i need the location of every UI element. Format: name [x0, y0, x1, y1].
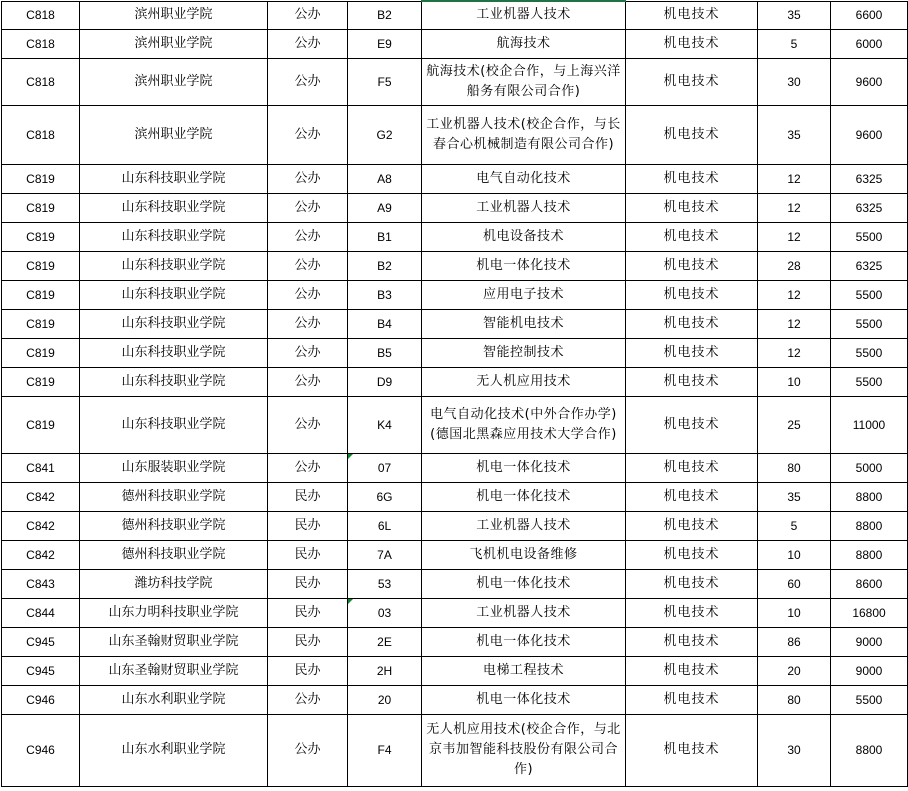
table-row [2, 1, 908, 29]
plan-count-cell[interactable]: 35 [758, 482, 831, 511]
plan-count-cell[interactable]: 10 [758, 598, 831, 627]
school-code-cell[interactable]: C818 [2, 1, 80, 29]
category-cell[interactable]: 机电技术 [626, 511, 758, 540]
school-type-cell[interactable]: 民办 [268, 627, 348, 656]
school-type-cell[interactable]: 民办 [268, 569, 348, 598]
plan-count-cell[interactable]: 10 [758, 367, 831, 396]
major-code-cell[interactable]: G2 [348, 105, 422, 164]
school-name-cell[interactable]: 山东科技职业学院 [80, 396, 268, 453]
table-row [2, 482, 908, 511]
tuition-fee-cell[interactable]: 8800 [831, 511, 908, 540]
tuition-fee-cell[interactable]: 9000 [831, 627, 908, 656]
tuition-fee-cell[interactable]: 8600 [831, 569, 908, 598]
table-row [2, 105, 908, 164]
plan-count-cell[interactable]: 80 [758, 685, 831, 714]
tuition-fee-cell[interactable]: 6600 [831, 1, 908, 29]
major-name-cell[interactable]: 机电一体化技术 [422, 685, 626, 714]
category-cell[interactable]: 机电技术 [626, 453, 758, 482]
table-body [2, 1, 908, 786]
school-name-cell[interactable]: 滨州职业学院 [80, 29, 268, 58]
tuition-fee-cell[interactable]: 9600 [831, 105, 908, 164]
table-row [2, 396, 908, 453]
table-row [2, 251, 908, 280]
school-name-cell[interactable]: 滨州职业学院 [80, 58, 268, 105]
school-type-cell[interactable]: 民办 [268, 598, 348, 627]
school-name-cell[interactable]: 山东圣翰财贸职业学院 [80, 627, 268, 656]
plan-count-cell[interactable]: 12 [758, 164, 831, 193]
school-code-cell[interactable]: C818 [2, 29, 80, 58]
plan-count-cell[interactable]: 20 [758, 656, 831, 685]
school-name-cell[interactable]: 山东科技职业学院 [80, 280, 268, 309]
category-cell[interactable]: 机电技术 [626, 598, 758, 627]
plan-count-cell[interactable]: 35 [758, 1, 831, 29]
plan-count-cell[interactable]: 12 [758, 222, 831, 251]
school-code-cell[interactable]: C819 [2, 338, 80, 367]
tuition-fee-cell[interactable]: 6000 [831, 29, 908, 58]
plan-count-cell[interactable]: 12 [758, 309, 831, 338]
major-name-cell[interactable]: 飞机机电设备维修 [422, 540, 626, 569]
plan-count-cell[interactable]: 25 [758, 396, 831, 453]
school-code-cell[interactable]: C841 [2, 453, 80, 482]
category-cell[interactable]: 机电技术 [626, 280, 758, 309]
plan-count-cell[interactable]: 28 [758, 251, 831, 280]
school-type-cell[interactable]: 公办 [268, 685, 348, 714]
major-name-cell[interactable]: 电梯工程技术 [422, 656, 626, 685]
category-cell[interactable]: 机电技术 [626, 540, 758, 569]
table-row [2, 598, 908, 627]
school-type-cell[interactable]: 民办 [268, 656, 348, 685]
school-code-cell[interactable]: C842 [2, 482, 80, 511]
plan-count-cell[interactable]: 30 [758, 58, 831, 105]
school-code-cell[interactable]: C819 [2, 367, 80, 396]
plan-count-cell[interactable]: 35 [758, 105, 831, 164]
tuition-fee-cell[interactable]: 8800 [831, 540, 908, 569]
table-row [2, 511, 908, 540]
table-row [2, 714, 908, 786]
category-cell[interactable]: 机电技术 [626, 309, 758, 338]
tuition-fee-cell[interactable]: 5500 [831, 338, 908, 367]
major-name-cell[interactable]: 航海技术 [422, 29, 626, 58]
school-code-cell[interactable]: C842 [2, 511, 80, 540]
major-code-cell[interactable]: 07 [348, 453, 422, 482]
major-name-cell[interactable]: 机电设备技术 [422, 222, 626, 251]
tuition-fee-cell[interactable]: 5500 [831, 280, 908, 309]
school-type-cell[interactable]: 公办 [268, 164, 348, 193]
tuition-fee-cell[interactable]: 6325 [831, 193, 908, 222]
school-name-cell[interactable]: 山东科技职业学院 [80, 367, 268, 396]
school-code-cell[interactable]: C819 [2, 396, 80, 453]
tuition-fee-cell[interactable]: 8800 [831, 482, 908, 511]
school-code-cell[interactable]: C819 [2, 309, 80, 338]
category-cell[interactable]: 机电技术 [626, 1, 758, 29]
school-type-cell[interactable]: 民办 [268, 482, 348, 511]
table-row [2, 656, 908, 685]
major-code-cell[interactable]: B4 [348, 309, 422, 338]
school-code-cell[interactable]: C818 [2, 58, 80, 105]
table-row [2, 280, 908, 309]
major-code-cell[interactable]: K4 [348, 396, 422, 453]
category-cell[interactable]: 机电技术 [626, 656, 758, 685]
school-type-cell[interactable]: 公办 [268, 1, 348, 29]
major-name-cell[interactable]: 电气自动化技术 [422, 164, 626, 193]
major-code-cell[interactable]: 53 [348, 569, 422, 598]
table-row [2, 309, 908, 338]
school-name-cell[interactable]: 山东圣翰财贸职业学院 [80, 656, 268, 685]
tuition-fee-cell[interactable]: 6325 [831, 164, 908, 193]
major-code-cell[interactable]: B3 [348, 280, 422, 309]
major-name-cell[interactable]: 机电一体化技术 [422, 627, 626, 656]
tuition-fee-cell[interactable]: 8800 [831, 714, 908, 786]
major-code-cell[interactable]: F5 [348, 58, 422, 105]
major-code-cell[interactable]: F4 [348, 714, 422, 786]
school-code-cell[interactable]: C819 [2, 164, 80, 193]
plan-count-cell[interactable]: 86 [758, 627, 831, 656]
major-code-cell[interactable]: B2 [348, 251, 422, 280]
table-row [2, 627, 908, 656]
school-name-cell[interactable]: 山东科技职业学院 [80, 309, 268, 338]
major-name-cell[interactable]: 应用电子技术 [422, 280, 626, 309]
plan-count-cell[interactable]: 12 [758, 338, 831, 367]
school-name-cell[interactable]: 德州科技职业学院 [80, 540, 268, 569]
school-name-cell[interactable]: 山东水利职业学院 [80, 714, 268, 786]
major-name-cell[interactable]: 工业机器人技术 [422, 598, 626, 627]
tuition-fee-cell[interactable]: 5500 [831, 309, 908, 338]
major-code-cell[interactable]: A8 [348, 164, 422, 193]
table-row [2, 569, 908, 598]
major-name-cell[interactable]: 智能控制技术 [422, 338, 626, 367]
major-name-cell[interactable]: 机电一体化技术 [422, 482, 626, 511]
plan-count-cell[interactable]: 30 [758, 714, 831, 786]
major-code-cell[interactable]: D9 [348, 367, 422, 396]
tuition-fee-cell[interactable]: 6325 [831, 251, 908, 280]
school-type-cell[interactable]: 公办 [268, 338, 348, 367]
major-code-cell[interactable]: 7A [348, 540, 422, 569]
category-cell[interactable]: 机电技术 [626, 367, 758, 396]
school-type-cell[interactable]: 公办 [268, 453, 348, 482]
major-name-cell[interactable]: 机电一体化技术 [422, 251, 626, 280]
school-name-cell[interactable]: 滨州职业学院 [80, 105, 268, 164]
school-code-cell[interactable]: C844 [2, 598, 80, 627]
category-cell[interactable]: 机电技术 [626, 627, 758, 656]
school-code-cell[interactable]: C818 [2, 105, 80, 164]
school-type-cell[interactable]: 公办 [268, 105, 348, 164]
school-name-cell[interactable]: 德州科技职业学院 [80, 511, 268, 540]
table-row [2, 164, 908, 193]
major-name-cell[interactable]: 工业机器人技术 [422, 193, 626, 222]
major-name-cell[interactable]: 航海技术(校企合作，与上海兴洋船务有限公司合作) [422, 58, 626, 105]
tuition-fee-cell[interactable]: 5500 [831, 367, 908, 396]
school-name-cell[interactable]: 山东科技职业学院 [80, 222, 268, 251]
school-type-cell[interactable]: 公办 [268, 58, 348, 105]
major-name-cell[interactable]: 机电一体化技术 [422, 453, 626, 482]
table-row [2, 338, 908, 367]
plan-count-cell[interactable]: 12 [758, 280, 831, 309]
school-name-cell[interactable]: 山东科技职业学院 [80, 251, 268, 280]
category-cell[interactable]: 机电技术 [626, 569, 758, 598]
school-code-cell[interactable]: C842 [2, 540, 80, 569]
school-type-cell[interactable]: 民办 [268, 540, 348, 569]
category-cell[interactable]: 机电技术 [626, 251, 758, 280]
category-cell[interactable]: 机电技术 [626, 58, 758, 105]
major-code-cell[interactable]: 20 [348, 685, 422, 714]
school-type-cell[interactable]: 公办 [268, 280, 348, 309]
plan-count-cell[interactable]: 80 [758, 453, 831, 482]
plan-count-cell[interactable]: 5 [758, 29, 831, 58]
table-row [2, 58, 908, 105]
plan-count-cell[interactable]: 10 [758, 540, 831, 569]
category-cell[interactable]: 机电技术 [626, 685, 758, 714]
admissions-table [1, 0, 908, 787]
category-cell[interactable]: 机电技术 [626, 222, 758, 251]
category-cell[interactable]: 机电技术 [626, 193, 758, 222]
school-code-cell[interactable]: C945 [2, 627, 80, 656]
school-name-cell[interactable]: 潍坊科技学院 [80, 569, 268, 598]
table-row [2, 222, 908, 251]
table-row [2, 367, 908, 396]
school-code-cell[interactable]: C946 [2, 685, 80, 714]
major-code-cell[interactable]: 03 [348, 598, 422, 627]
school-name-cell[interactable]: 德州科技职业学院 [80, 482, 268, 511]
major-name-cell[interactable]: 工业机器人技术(校企合作，与长春合心机械制造有限公司合作) [422, 105, 626, 164]
school-code-cell[interactable]: C819 [2, 193, 80, 222]
tuition-fee-cell[interactable]: 5000 [831, 453, 908, 482]
school-name-cell[interactable]: 山东水利职业学院 [80, 685, 268, 714]
category-cell[interactable]: 机电技术 [626, 714, 758, 786]
school-type-cell[interactable]: 公办 [268, 222, 348, 251]
category-cell[interactable]: 机电技术 [626, 396, 758, 453]
school-code-cell[interactable]: C819 [2, 280, 80, 309]
major-name-cell[interactable]: 机电一体化技术 [422, 569, 626, 598]
major-code-cell[interactable]: A9 [348, 193, 422, 222]
tuition-fee-cell[interactable]: 9600 [831, 58, 908, 105]
category-cell[interactable]: 机电技术 [626, 105, 758, 164]
tuition-fee-cell[interactable]: 5500 [831, 685, 908, 714]
school-name-cell[interactable]: 山东科技职业学院 [80, 193, 268, 222]
school-type-cell[interactable]: 公办 [268, 193, 348, 222]
table-row [2, 540, 908, 569]
school-name-cell[interactable]: 山东科技职业学院 [80, 338, 268, 367]
school-name-cell[interactable]: 山东科技职业学院 [80, 164, 268, 193]
major-name-cell[interactable]: 无人机应用技术 [422, 367, 626, 396]
table-row [2, 453, 908, 482]
major-name-cell[interactable]: 智能机电技术 [422, 309, 626, 338]
table-row [2, 193, 908, 222]
table-row [2, 685, 908, 714]
school-code-cell[interactable]: C946 [2, 714, 80, 786]
school-code-cell[interactable]: C843 [2, 569, 80, 598]
tuition-fee-cell[interactable]: 11000 [831, 396, 908, 453]
school-type-cell[interactable]: 公办 [268, 396, 348, 453]
major-code-cell[interactable]: 2H [348, 656, 422, 685]
tuition-fee-cell[interactable]: 9000 [831, 656, 908, 685]
school-name-cell[interactable]: 山东力明科技职业学院 [80, 598, 268, 627]
major-code-cell[interactable]: B1 [348, 222, 422, 251]
category-cell[interactable]: 机电技术 [626, 164, 758, 193]
category-cell[interactable]: 机电技术 [626, 482, 758, 511]
school-code-cell[interactable]: C945 [2, 656, 80, 685]
major-name-cell[interactable]: 工业机器人技术 [422, 1, 626, 29]
major-code-cell[interactable]: E9 [348, 29, 422, 58]
major-code-cell[interactable]: B5 [348, 338, 422, 367]
major-code-cell[interactable]: B2 [348, 1, 422, 29]
school-name-cell[interactable]: 山东服装职业学院 [80, 453, 268, 482]
school-code-cell[interactable]: C819 [2, 251, 80, 280]
major-name-cell[interactable]: 工业机器人技术 [422, 511, 626, 540]
plan-count-cell[interactable]: 12 [758, 193, 831, 222]
school-type-cell[interactable]: 民办 [268, 511, 348, 540]
plan-count-cell[interactable]: 60 [758, 569, 831, 598]
tuition-fee-cell[interactable]: 16800 [831, 598, 908, 627]
major-code-cell[interactable]: 6L [348, 511, 422, 540]
category-cell[interactable]: 机电技术 [626, 338, 758, 367]
school-type-cell[interactable]: 公办 [268, 29, 348, 58]
school-code-cell[interactable]: C819 [2, 222, 80, 251]
school-name-cell[interactable]: 滨州职业学院 [80, 1, 268, 29]
tuition-fee-cell[interactable]: 5500 [831, 222, 908, 251]
school-type-cell[interactable]: 公办 [268, 714, 348, 786]
major-name-cell[interactable]: 无人机应用技术(校企合作，与北京韦加智能科技股份有限公司合作) [422, 714, 626, 786]
major-name-cell[interactable]: 电气自动化技术(中外合作办学)(德国北黑森应用技术大学合作) [422, 396, 626, 453]
major-code-cell[interactable]: 6G [348, 482, 422, 511]
school-type-cell[interactable]: 公办 [268, 367, 348, 396]
table-row [2, 29, 908, 58]
plan-count-cell[interactable]: 5 [758, 511, 831, 540]
major-code-cell[interactable]: 2E [348, 627, 422, 656]
category-cell[interactable]: 机电技术 [626, 29, 758, 58]
school-type-cell[interactable]: 公办 [268, 309, 348, 338]
school-type-cell[interactable]: 公办 [268, 251, 348, 280]
